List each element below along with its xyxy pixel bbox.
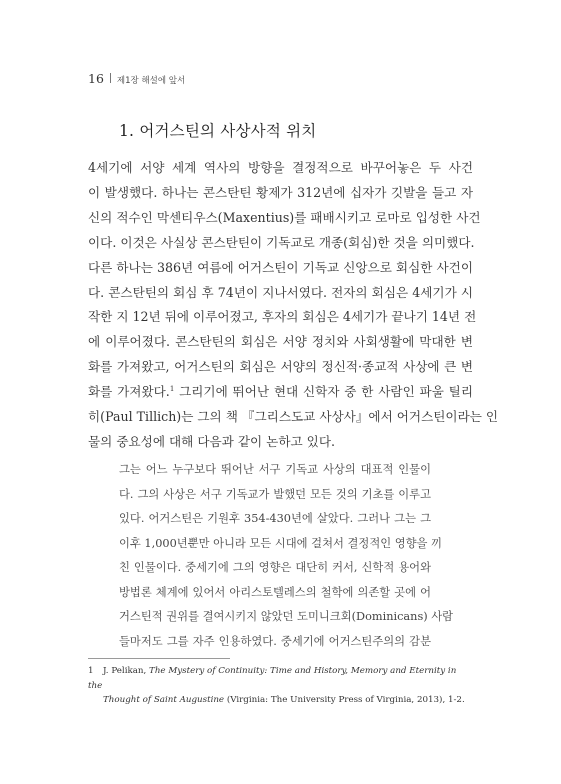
body-line: 히(Paul Tillich)는 그의 책 『그리스도교 사상사』에서 어거스틴이라는 인 xyxy=(88,409,499,425)
body-line: 이다. 이것은 사실상 콘스탄틴이 기독교로 개종(회심)한 것을 의미했다. xyxy=(88,234,475,250)
quote-line: 거스틴적 권위를 결여시키지 않았던 도미니크회(Dominicans) 사람 xyxy=(119,610,454,623)
body-line: 화를 가져왔고, 어거스틴의 회심은 서양의 정신적·종교적 사상에 큰 변 xyxy=(88,359,473,375)
body-line: 이 발생했다. 하나는 콘스탄틴 황제가 312년에 십자가 깃발을 들고 자 xyxy=(88,184,473,200)
running-head: 제1장 해설에 앞서 xyxy=(116,76,186,86)
body-line: 신의 적수인 막센티우스(Maxentius)를 패배시키고 로마로 입성한 사건 xyxy=(88,209,481,225)
footnote-author: J. Pelikan, xyxy=(103,666,150,676)
body-line: 다른 하나는 386년 여름에 어거스틴이 기독교 신앙으로 회심한 사건이 xyxy=(88,259,473,275)
footnote-publication: (Virginia: The University Press of Virginia, 2013), 1-2. xyxy=(224,695,465,705)
footnote xyxy=(88,664,473,708)
header-divider xyxy=(110,73,111,83)
footnote-line-1 xyxy=(88,664,473,693)
body-line: 다. 콘스탄틴의 회심 후 74년이 지나서였다. 전자의 회심은 4세기가 시 xyxy=(88,284,473,300)
footnote-reference[interactable]: 1 xyxy=(169,384,175,393)
body-line-start: 화를 가져왔다. xyxy=(88,384,170,400)
quote-line: 방법론 체계에 있어서 아리스토텔레스의 철학에 의존할 곳에 어 xyxy=(119,585,431,599)
footnote-number: 1 xyxy=(88,666,94,676)
quote-line: 다. 그의 사상은 서구 기독교가 발했던 모든 것의 기초를 이루고 xyxy=(119,487,431,501)
block-quote xyxy=(119,458,454,654)
section-title: 1. 어거스틴의 사상사적 위치 xyxy=(119,122,317,140)
quote-line: 있다. 어거스틴은 기원후 354-430년에 살았다. 그러나 그는 그 xyxy=(119,512,431,525)
page-number: 16 xyxy=(88,71,104,86)
footnote-divider xyxy=(88,658,230,659)
body-line-with-footnote xyxy=(88,380,473,405)
body-line: 에 이루어졌다. 콘스탄틴의 회심은 서양 정치와 사회생활에 막대한 변 xyxy=(88,334,473,350)
footnote-title: The Mystery of Continuity: Time and History, Memory and Eternity in the xyxy=(88,666,457,691)
quote-line: 이후 1,000년뿐만 아니라 모든 시대에 걸쳐서 결정적인 영향을 끼 xyxy=(119,536,442,550)
footnote-line-2 xyxy=(88,693,473,708)
body-line: 물의 중요성에 대해 다음과 같이 논하고 있다. xyxy=(88,433,336,449)
body-line: 작한 지 12년 뒤에 이루어졌고, 후자의 회심은 4세기가 끝나기 14년 전 xyxy=(88,309,477,325)
body-paragraph xyxy=(88,156,499,455)
footnote-title-continued: Thought of Saint Augustine xyxy=(103,695,225,705)
body-line-rest: 그리기에 뛰어난 현대 신학자 중 한 사람인 파울 틸리 xyxy=(174,384,474,400)
quote-line: 친 인물이다. 중세기에 그의 영향은 대단히 커서, 신학적 용어와 xyxy=(119,561,431,574)
page-header xyxy=(88,71,185,86)
body-line: 4세기에 서양 세계 역사의 방향을 결정적으로 바꾸어놓은 두 사건 xyxy=(88,160,473,175)
quote-line: 들마저도 그를 자주 인용하였다. 중세기에 어거스틴주의의 감분 xyxy=(119,634,431,648)
quote-line: 그는 어느 누구보다 뛰어난 서구 기독교 사상의 대표적 인물이 xyxy=(119,463,431,476)
